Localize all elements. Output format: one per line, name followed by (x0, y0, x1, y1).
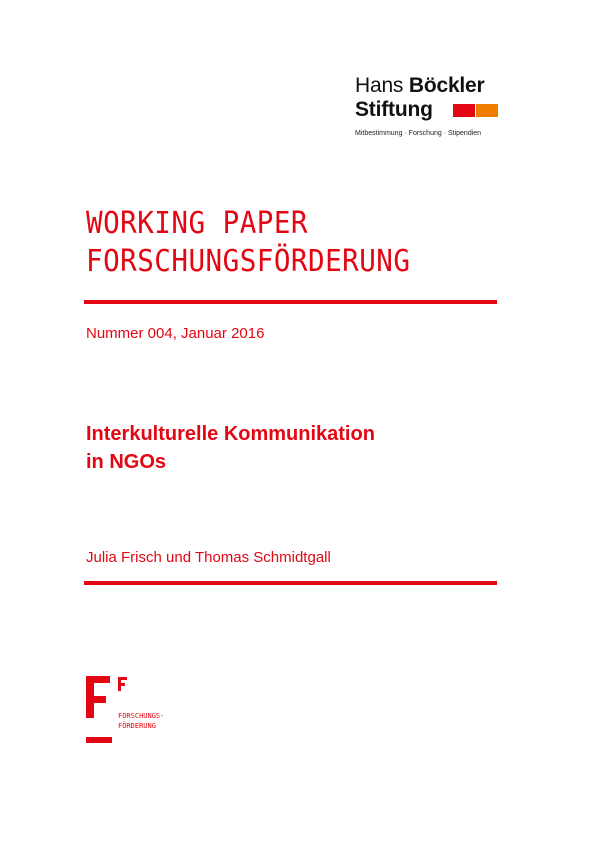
series-headline (86, 205, 410, 281)
ff-label-line-1: FORSCHUNGS- (118, 712, 165, 720)
logo-color-squares (453, 104, 498, 117)
headline-line-1: WORKING PAPER (86, 206, 309, 241)
logo-tagline: Mitbestimmung · Forschung · Stipendien (355, 130, 482, 137)
divider-bottom (84, 581, 497, 585)
authors: Julia Frisch und Thomas Schmidtgall (86, 549, 331, 566)
title-line-1: Interkulturelle Kommunikation (86, 423, 375, 445)
logo-word-hans: Hans (355, 74, 404, 97)
logo-word-boeckler: Böckler (408, 74, 485, 97)
paper-title (86, 420, 375, 476)
title-line-2: in NGOs (86, 451, 167, 473)
ff-label-line-2: FÖRDERUNG (118, 722, 156, 730)
issue-number: Nummer 004, Januar 2016 (86, 325, 265, 342)
logo-red-square (453, 104, 475, 117)
ff-logo-label (118, 711, 164, 731)
logo-wordmark-line1 (355, 74, 485, 98)
divider-top (84, 300, 497, 304)
headline-line-2: FORSCHUNGSFÖRDERUNG (86, 244, 411, 279)
logo-orange-square (476, 104, 498, 117)
logo-word-stiftung: Stiftung (355, 98, 433, 121)
